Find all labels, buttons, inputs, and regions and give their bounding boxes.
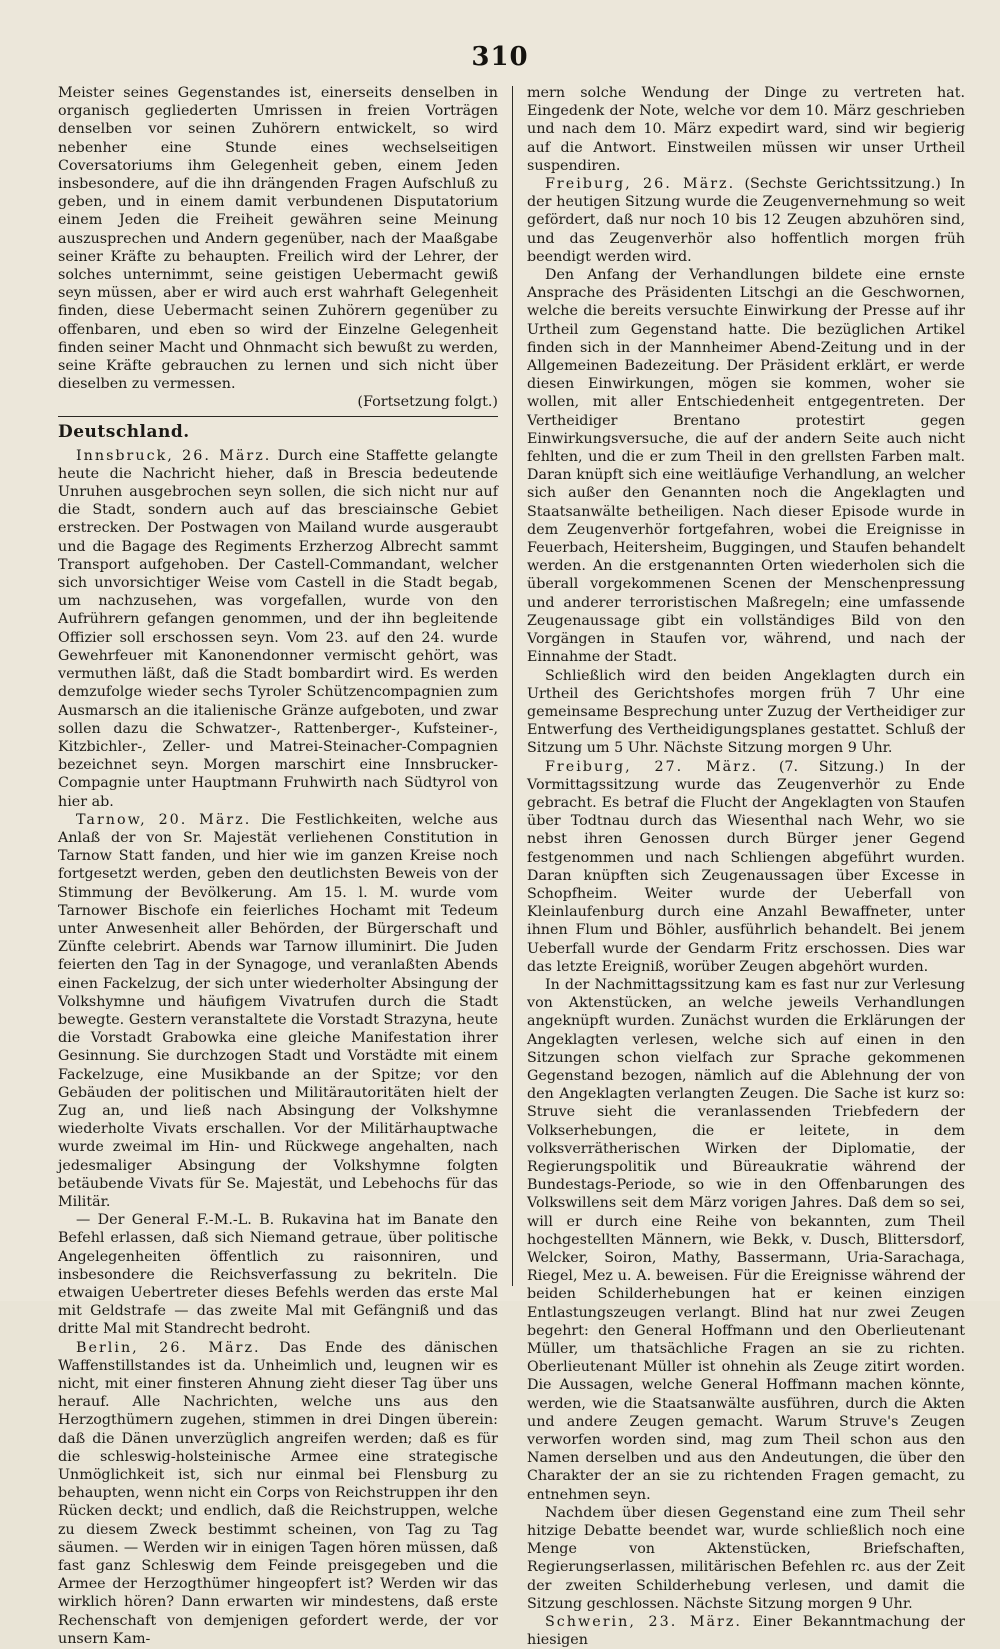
article-continuation: Meister seines Gegenstandes ist, einerseits denselben in organisch gegliederten Umrissen in freien Vorträgen denselben vor seinen Zuhörern entwickelt, so wird nebenher eine Stunde eines wechselseitigen Coversatoriums ihm Gelegenheit geben, einem Jeden insbesondere, auf die ihn drängenden Fragen Aufschluß zu geben, und in einem damit verbundenen Disputatorium einem Jeden die Freiheit gewähren seine Meinung auszusprechen und Andern gegenüber, nach der Maaßgabe seiner Kräfte zu behaupten. Freilich wird der Lehrer, der solches unternimmt, seine geistigen Uebermacht gewiß seyn müssen, aber er wird auch erst wahrhaft Gelegenheit finden, diese Uebermacht seinen Zuhörern gegenüber zu offenbaren, und eben so wird der Einzelne Gelegenheit finden seiner Macht und Ohnmacht sich bewußt zu werden, seine Kräfte gebrauchen zu lernen und sich nicht über dieselben zu vermessen. (Fortsetzung folgt.) [58, 85, 498, 411]
report-berlin: Berlin, 26. März. Das Ende des dänischen Waffenstillstandes ist da. Unheimlich und, leugnen wir es nicht, mit einer finsteren Ahnung zieht dieser Tag über uns herauf. Alle Nachrichten, welche uns aus den Herzogthümern zugehen, stimmen in drei Dingen überein: daß die Dänen unverzüglich angreifen werden; daß es für die schleswig-holsteinische Armee eine strategische Unmöglichkeit ist, sich nur einmal bei Flensburg zu behaupten, wenn nicht ein Corps von Reichstruppen ihr den Rücken deckt; und endlich, daß die Reichstruppen, welche zu diesem Zweck bestimmt scheinen, von Tag zu Tag säumen. — Werden wir in einigen Tagen hören müssen, daß fast ganz Schleswig dem Feinde preisgegeben und die Armee der Herzogthümer hingeopfert ist? Werden wir das wirklich hören? Dann erwarten wir mindestens, daß erste Rechenschaft von demjenigen gefordert werde, der vor unsern Kam- [58, 1339, 498, 1647]
berlin-continuation: mern solche Wendung der Dinge zu vertreten hat. Eingedenk der Note, welche vor dem 10. März geschrieben und nach dem 10. März expedirt ward, sind wir begierig auf die Antwort. Einstweilen müssen wir unser Urtheil suspendiren. [527, 85, 965, 174]
report-banat: — Der General F.-M.-L. B. Rukavina hat im Banate den Befehl erlassen, daß sich Niemand getraue, über politische Angelegenheiten öffentlich zu raisonniren, und insbesondere die Reichsverfassung zu bekriteln. Die etwaigen Uebertreter dieses Befehls werden das erste Mal mit Geldstrafe — das zweite Mal mit Gefängniß und das dritte Mal mit Standrecht bedroht. [58, 1212, 498, 1338]
continuation-note: (Fortsetzung folgt.) [357, 394, 498, 411]
report-tarnow: Tarnow, 20. März. Die Festlichkeiten, welche aus Anlaß der von Sr. Majestät verliehenen Constitution in Tarnow Statt fanden, und hier wie im ganzen Kreise noch fortgesetzt werden, geben den deutlichsten Beweis von der Stimmung der Bevölkerung. Am 15. l. M. wurde vom Tarnower Bischofe ein feierliches Hochamt mit Tedeum unter Anwesenheit aller Behörden, der Bürgerschaft und Zünfte celebrirt. Abends war Tarnow illuminirt. Die Juden feierten den Tag in der Synagoge, und veranlaßten Abends einen Fackelzug, der sich unter wiederholter Absingung der Volkshymne und häufigem Vivatrufen durch die Stadt bewegte. Gestern veranstaltete die Vorstadt Strazyna, heute die Vorstadt Grabowka eine gleiche Manifestation ihrer Gesinnung. Sie durchzogen Stadt und Vorstädte mit einem Fackelzuge, eine Musikbande an der Spitze; vor den Gebäuden der politischen und Militärautoritäten hielt der Zug an, und ließ nach Absingung der Volkshymne wiederholte Vivats erschallen. Vor der Militärhauptwache wurde zweimal im Hin- und Rückwege angehalten, nach jedesmaliger Absingung der Volkshymne folgten betäubende Vivats für Se. Majestät, und Lebehochs für das Militär. [58, 811, 498, 1210]
left-column [58, 84, 498, 1647]
dateline: Freiburg, 27. März. [545, 758, 759, 775]
dateline: Schwerin, 23. März. [545, 1614, 742, 1631]
right-column [527, 84, 966, 1649]
page-number: 310 [471, 42, 529, 72]
report-schwerin: Schwerin, 23. März. Einer Bekanntmachung der hiesigen [527, 1614, 965, 1649]
dateline: Tarnow, 20. März. [76, 811, 252, 828]
report-freiburg-27: Freiburg, 27. März. (7. Sitzung.) In der Vormittagssitzung wurde das Zeugenverhör zu Ende gebracht. Es betraf die Flucht der Angeklagten von Staufen über Todtnau durch das Wiesenthal nach Wehr, wo sie nebst ihren Genossen durch Bürger jener Gegend festgenommen und nach Schliengen abgeführt wurden. Daran knüpften sich Zeugenaussagen über Excesse in Schopfheim. Weiter wurde der Ueberfall von Kleinlaufenburg durch eine Anzahl Bewaffneter, unter ihnen Flum und Böhler, ausführlich behandelt. Bei jenem Ueberfall wurde der Gendarm Fritz erschossen. Dies war das letzte Ereigniß, worüber Zeugen abgehört wurden. [527, 758, 965, 975]
dateline: Innsbruck, 26. März. [76, 447, 272, 464]
column-divider [512, 86, 513, 1286]
report-freiburg-26: Freiburg, 26. März. (Sechste Gerichtssitzung.) In der heutigen Sitzung wurde die Zeugenvernehmung so weit gefördert, daß nur noch 10 bis 12 Zeugen abzuhören sind, und das Zeugenverhör also hoffentlich morgen früh beendigt werden wird. [527, 176, 966, 265]
dateline: Freiburg, 26. März. [545, 176, 736, 193]
report-innsbruck: Innsbruck, 26. März. Durch eine Staffette gelangte heute die Nachricht hieher, daß in Brescia bedeutende Unruhen ausgebrochen seyn sollen, die sich nicht nur auf die Stadt, sondern auch auf das bresciainsche Gebiet erstrecken. Der Postwagen von Mailand wurde ausgeraubt und die Bagage des Regiments Erzherzog Albrecht sammt Transport aufgehoben. Der Castell-Commandant, welcher sich unvorsichtiger Weise vom Castell in die Stadt begab, um nachzusehen, was vorgefallen, wurde von den Aufrührern gefangen genommen, und der ihn begleitende Offizier soll erschossen seyn. Vom 23. auf den 24. wurde Gewehrfeuer mit Kanonendonner vermischt gehört, was vermuthen läßt, daß die Stadt bombardirt wird. Es werden demzufolge wieder sechs Tyroler Schützencompagnien zum Ausmarsch an die italienische Gränze aufgeboten, und zwar sollen dazu die Schwatzer-, Rattenberger-, Kufsteiner-, Kitzbichler-, Zeller- und Matrei-Steinacher-Compagnien bezeichnet seyn. Morgen marschirt eine Innsbrucker-Compagnie unter Hauptmann Fruhwirth nach Südtyrol von hier ab. [58, 447, 498, 810]
dateline: Berlin, 26. März. [76, 1339, 261, 1356]
section-title: Deutschland. [58, 421, 190, 442]
section-header [58, 416, 498, 443]
paragraph: In der Nachmittagssitzung kam es fast nur zur Verlesung von Aktenstücken, an welche jeweils Verhandlungen angeknüpft wurden. Zunächst wurden die Erklärungen der Angeklagten verlesen, welche sich auf einen in den Sitzungen schon vielfach zur Sprache gekommenen Gegenstand bezogen, nämlich auf die Ablehnung der von den Angeklagten verlangten Zeugen. Die Sache ist kurz so: Struve sieht die veranlassenden Triebfedern der Volkserhebungen, die er leitete, in dem volksverrätherischen Wirken der Diplomatie, der Regierungspolitik und Büreaukratie während der Bundestags-Periode, so wie in den Offenbarungen des Volkswillens seit dem März vorigen Jahres. Daß dem so sei, will er durch eine Reihe von bekannten, zum Theil hochgestellten Männern, wie Bekk, v. Dusch, Blittersdorf, Welcker, Soiron, Mathy, Bassermann, Uria-Sarachaga, Riegel, Mez u. A. beweisen. Für die Ereignisse während der beiden Schilderhebungen hat er keinen einzigen Entlastungszeugen verlangt. Blind hat nur zwei Zeugen begehrt: den General Hoffmann und den Oberlieutenant Müller, um thatsächliche Fragen an sie zu richten. Oberlieutenant Müller ist ohnehin als Zeuge zitirt worden. Die Aussagen, welche General Hoffmann machen könnte, werden, wie die Staatsanwälte ausführen, durch die Akten und andere Zeugen gemacht. Warum Struve's Zeugen verworfen worden sind, mag zum Theil schon aus den Namen derselben und aus den Andeutungen, die über den Charakter der an sie zu richtenden Fragen gemacht, zu entnehmen seyn. [527, 976, 965, 1503]
paragraph: Schließlich wird den beiden Angeklagten durch ein Urtheil des Gerichtshofes morgen früh 7 Uhr eine gemeinsame Besprechung unter Zuzug der Vertheidiger zur Entwerfung des Vertheidigungsplanes gestattet. Schluß der Sitzung um 5 Uhr. Nächste Sitzung morgen 9 Uhr. [527, 667, 965, 757]
paragraph: Nachdem über diesen Gegenstand eine zum Theil sehr hitzige Debatte beendet war, wurde schließlich noch eine Menge von Aktenstücken, Briefschaften, Regierungserlassen, militärischen Befehlen rc. aus der Zeit der zweiten Schilderhebung verlesen, und damit die Sitzung geschlossen. Nächste Sitzung morgen 9 Uhr. [527, 1504, 965, 1612]
paragraph: Den Anfang der Verhandlungen bildete eine ernste Ansprache des Präsidenten Litschgi an die Geschwornen, welche die bereits versuchte Einwirkung der Presse auf ihr Urtheil zum Gegenstand hatte. Die bezüglichen Artikel finden sich in der Mannheimer Abend-Zeitung und in der Allgemeinen Badezeitung. Der Präsident erklärt, er werde diesen Einwirkungen, mögen sie kommen, woher sie wollen, mit aller Entschiedenheit entgegentreten. Der Vertheidiger Brentano protestirt gegen Einwirkungsversuche, die auf der andern Seite auch nicht fehlten, und die er zum Theil in den grellsten Farben malt. Daran knüpft sich eine weitläufige Verhandlung, an welcher sich außer den Genannten noch die Angeklagten und Staatsanwälte betheiligen. Nach dieser Episode wurde in dem Zeugenverhör fortgefahren, wobei die Ereignisse in Feuerbach, Heitersheim, Buggingen, und Staufen behandelt werden. An die erstgenannten Orten wiederholen sich die überall vorgekommenen Scenen der Menschenpressung und anderer terroristischen Maßregeln; eine umfassende Zeugenaussage gibt ein vollständiges Bild von den Vorgängen in Staufen vor, während, und nach der Einnahme der Stadt. [527, 267, 965, 666]
